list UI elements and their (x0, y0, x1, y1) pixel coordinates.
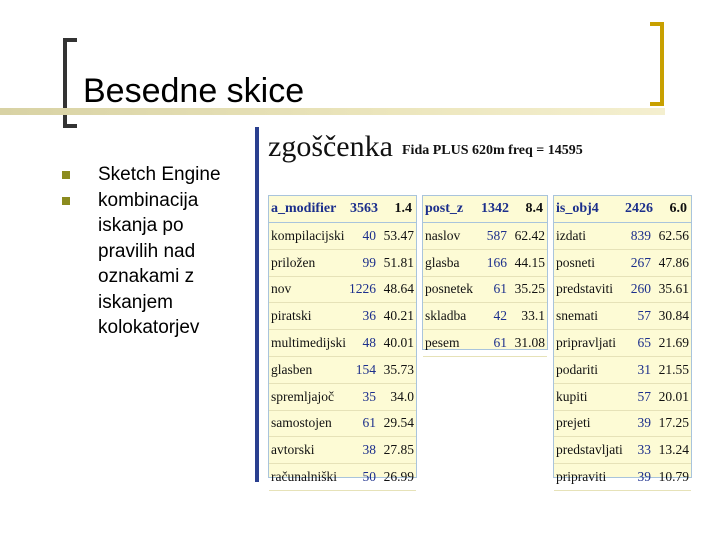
collocate-count[interactable]: 57 (637, 308, 651, 324)
collocate-score: 51.81 (383, 254, 414, 270)
collocate-score: 31.08 (514, 335, 545, 351)
collocate-word: pripravljati (556, 335, 616, 351)
collocate-score: 27.85 (383, 442, 414, 458)
collocate-row (554, 384, 691, 411)
collocate-count[interactable]: 42 (493, 308, 507, 324)
collocate-row (269, 330, 416, 357)
collocate-word: kupiti (556, 388, 588, 404)
collocate-row (423, 330, 547, 357)
gramrel-name[interactable]: is_obj4 (556, 201, 599, 216)
collocate-count[interactable]: 40 (362, 227, 376, 243)
gramrel-count: 3563 (350, 201, 378, 216)
sketch-headword: zgoščenka (268, 130, 393, 163)
collocate-count[interactable]: 61 (493, 281, 507, 297)
collocate-score: 48.64 (383, 281, 414, 297)
collocate-count[interactable]: 587 (486, 227, 507, 243)
collocate-score: 30.84 (658, 308, 689, 324)
collocate-score: 35.25 (514, 281, 545, 297)
collocate-word: glasba (425, 254, 460, 270)
gramrel-score: 8.4 (525, 201, 543, 216)
collocate-count[interactable]: 39 (637, 469, 651, 485)
collocate-score: 34.0 (390, 388, 414, 404)
collocate-row (554, 464, 691, 491)
collocate-count[interactable]: 35 (362, 388, 376, 404)
collocate-score: 17.25 (658, 415, 689, 431)
bullet-marker-icon (62, 197, 70, 205)
collocate-count[interactable]: 1226 (349, 281, 376, 297)
bullet-text: Sketch Engine (98, 164, 221, 185)
collocate-row (554, 223, 691, 250)
gramrel-table-a-modifier (268, 195, 417, 485)
gramrel-count: 1342 (481, 201, 509, 216)
collocate-count[interactable]: 31 (637, 361, 651, 377)
collocate-score: 35.61 (658, 281, 689, 297)
collocate-word: priložen (271, 254, 316, 270)
collocate-word: multimedijski (271, 335, 347, 351)
gramrel-header (423, 196, 547, 223)
slide-title: Besedne skice (83, 72, 305, 110)
collocate-count[interactable]: 154 (355, 361, 376, 377)
collocate-word: avtorski (271, 442, 315, 458)
collocate-word: piratski (271, 308, 312, 324)
collocate-count[interactable]: 99 (362, 254, 376, 270)
collocate-count[interactable]: 839 (630, 227, 651, 243)
collocate-row (554, 303, 691, 330)
sketch-side-bar (255, 127, 259, 482)
sketch-frequency-info: Fida PLUS 620m freq = 14595 (402, 143, 583, 158)
bullet-marker-icon (62, 171, 70, 179)
collocate-count[interactable]: 48 (362, 335, 376, 351)
bullet-text: kombinacija iskanja po pravilih nad oznakami z iskanjem kolokatorjev (98, 189, 200, 338)
gramrel-score: 6.0 (669, 201, 687, 216)
gramrel-name[interactable]: a_modifier (271, 201, 337, 216)
collocate-score: 21.55 (658, 361, 689, 377)
collocate-score: 62.42 (514, 227, 545, 243)
collocate-word: predstavljati (556, 442, 623, 458)
collocate-word: prejeti (556, 415, 591, 431)
collocate-row (423, 223, 547, 250)
collocate-row (554, 437, 691, 464)
collocate-score: 20.01 (658, 388, 689, 404)
collocate-word: naslov (425, 227, 461, 243)
collocate-score: 10.79 (658, 469, 689, 485)
collocate-count[interactable]: 33 (637, 442, 651, 458)
collocate-count[interactable]: 57 (637, 388, 651, 404)
collocate-word: nov (271, 281, 292, 297)
collocate-row (423, 250, 547, 277)
collocate-row (269, 437, 416, 464)
collocate-row (423, 303, 547, 330)
collocate-row (554, 411, 691, 438)
gramrel-name[interactable]: post_z (425, 201, 464, 216)
collocate-word: snemati (556, 308, 598, 324)
collocate-row (269, 303, 416, 330)
gramrel-table-post-z (422, 195, 548, 350)
collocate-count[interactable]: 65 (637, 335, 651, 351)
collocate-word: skladba (425, 308, 467, 324)
collocate-count[interactable]: 267 (630, 254, 651, 270)
collocate-word: pripraviti (556, 469, 607, 485)
collocate-count[interactable]: 61 (362, 415, 376, 431)
collocate-row (554, 250, 691, 277)
collocate-word: predstaviti (556, 281, 613, 297)
collocate-word: pesem (425, 335, 460, 351)
collocate-word: posnetek (425, 281, 473, 297)
collocate-score: 13.24 (658, 442, 689, 458)
collocate-word: spremljajoč (271, 388, 334, 404)
collocate-count[interactable]: 260 (630, 281, 651, 297)
gramrel-header (554, 196, 691, 223)
collocate-row (269, 250, 416, 277)
collocate-score: 29.54 (383, 415, 414, 431)
collocate-word: kompilacijski (271, 227, 345, 243)
collocate-row (423, 277, 547, 304)
collocate-score: 26.99 (383, 469, 414, 485)
collocate-row (269, 384, 416, 411)
collocate-word: samostojen (271, 415, 332, 431)
collocate-count[interactable]: 36 (362, 308, 376, 324)
collocate-row (269, 223, 416, 250)
gramrel-count: 2426 (625, 201, 653, 216)
collocate-score: 35.73 (383, 361, 414, 377)
collocate-word: računalniški (271, 469, 337, 485)
collocate-score: 21.69 (658, 335, 689, 351)
collocate-word: izdati (556, 227, 586, 243)
bullet-list (62, 162, 262, 341)
collocate-row (269, 411, 416, 438)
collocate-word: podariti (556, 361, 598, 377)
collocate-count[interactable]: 39 (637, 415, 651, 431)
collocate-score: 44.15 (514, 254, 545, 270)
collocate-count[interactable]: 61 (493, 335, 507, 351)
collocate-score: 40.01 (383, 335, 414, 351)
collocate-row (554, 357, 691, 384)
bullet-item (62, 162, 262, 188)
collocate-count[interactable]: 38 (362, 442, 376, 458)
collocate-word: glasben (271, 361, 313, 377)
collocate-row (554, 330, 691, 357)
collocate-score: 33.1 (521, 308, 545, 324)
collocate-row (269, 277, 416, 304)
gramrel-table-is-obj4 (553, 195, 692, 485)
collocate-word: posneti (556, 254, 595, 270)
collocate-row (269, 464, 416, 491)
bullet-item (62, 188, 262, 341)
collocate-row (269, 357, 416, 384)
collocate-score: 53.47 (383, 227, 414, 243)
right-bracket-decoration (650, 22, 664, 106)
collocate-count[interactable]: 166 (486, 254, 507, 270)
gramrel-score: 1.4 (394, 201, 412, 216)
gramrel-header (269, 196, 416, 223)
collocate-count[interactable]: 50 (362, 469, 376, 485)
collocate-score: 47.86 (658, 254, 689, 270)
collocate-row (554, 277, 691, 304)
collocate-score: 40.21 (383, 308, 414, 324)
collocate-score: 62.56 (658, 227, 689, 243)
